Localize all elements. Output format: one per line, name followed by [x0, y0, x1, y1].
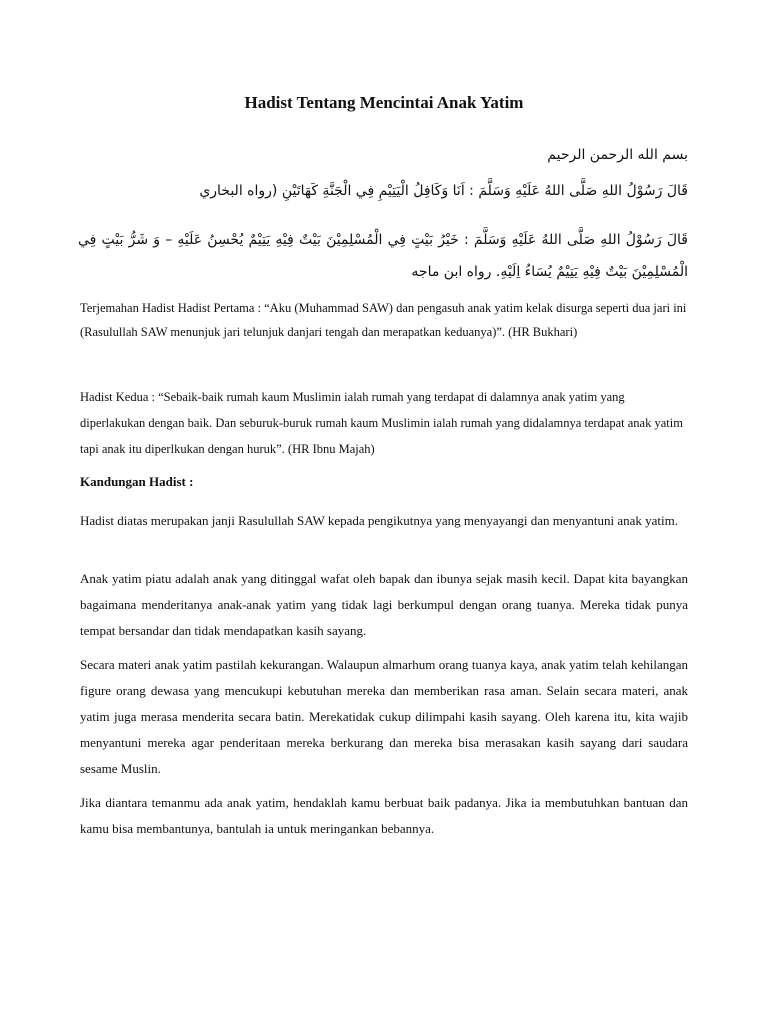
paragraph-2: Anak yatim piatu adalah anak yang ditinggal wafat oleh bapak dan ibunya sejak masih kecil. Dapat kita bayangkan bagaimana menderitanya anak-anak yatim yang tidak lagi berkumpul dengan orang tuanya. Mereka tidak punya tempat bersandar dan tidak mendapatkan kasih sayang.	[80, 571, 688, 638]
paragraph-3: Secara materi anak yatim pastilah kekurangan. Walaupun almarhum orang tuanya kaya, anak yatim telah kehilangan figure orang dewasa yang mencukupi kebutuhan mereka dan memberikan rasa aman. Selain secara materi, anak yatim juga merasa menderita secara batin. Merekatidak cukup dilimpahi kasih sayang. Oleh karena itu, kita wajib menyantuni mereka agar penderitaan mereka berkurang dan mereka bisa merasakan kasih sayang dari saudara sesame Muslin.	[80, 657, 688, 776]
basmalah: بسم الله الرحمن الرحيم	[547, 147, 688, 163]
hadith-1-arabic: قَالَ رَسُوْلُ اللهِ صَلَّى اللهُ عَلَيْهِ وَسَلَّمَ : اَنَا وَكَافِلُ الْيَتِيْمِ فِي الْجَنَّةِ كَهَاتَيْنِ (رواه البخاري	[199, 183, 688, 199]
translation-hadith-2: Hadist Kedua : “Sebaik-baik rumah kaum Muslimin ialah rumah yang terdapat di dalamnya anak yatim yang diperlakukan dengan baik. Dan seburuk-buruk rumah kaum Muslimin ialah rumah yang didalamnya terdapat anak yatim tapi anak itu diperlkukan dengan huruk”. (HR Ibnu Majah)	[80, 390, 683, 456]
translation-hadith-1: Terjemahan Hadist Hadist Pertama : “Aku (Muhammad SAW) dan pengasuh anak yatim kelak disurga seperti dua jari ini (Rasulullah SAW menunjuk jari telunjuk danjari tengah dan merapatkan keduanya)”. (HR Bukhari)	[80, 301, 687, 339]
paragraph-1: Hadist diatas merupakan janji Rasulullah SAW kepada pengikutnya yang menyayangi dan menyantuni anak yatim.	[80, 513, 679, 528]
page-title: Hadist Tentang Mencintai Anak Yatim	[244, 93, 524, 112]
hadith-2-arabic: قَالَ رَسُوْلُ اللهِ صَلَّى اللهُ عَلَيْهِ وَسَلَّمَ : خَيْرُ بَيْتٍ فِي الْمُسْلِمِيْنَ بَيْتٌ فِيْهِ يَتِيْمٌ يُحْسِنُ عَلَيْهِ – وَ شَرُّ بَيْتٍ فِي الْمُسْلِمِيْنَ بَيْتٌ فِيْهِ يَتِيْمٌ يُسَاءُ اِلَيْهِ. رواه ابن ماجه	[78, 232, 688, 280]
section-heading: Kandungan Hadist :	[80, 474, 194, 489]
paragraph-4: Jika diantara temanmu ada anak yatim, hendaklah kamu berbuat baik padanya. Jika ia membutuhkan bantuan dan kamu bisa membantunya, bantulah ia untuk meringankan bebannya.	[80, 795, 688, 836]
